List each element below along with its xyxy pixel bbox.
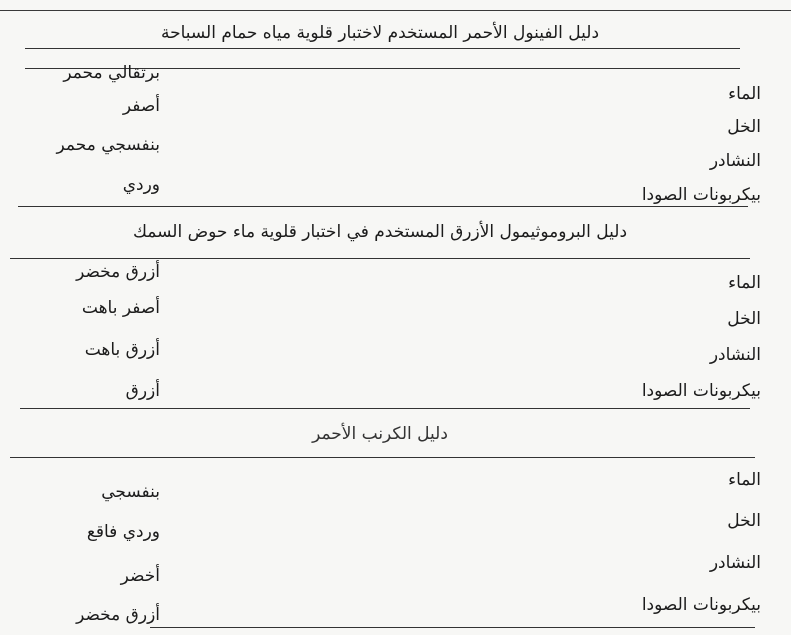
row-value: أزرق باهت xyxy=(84,340,160,360)
row-value: وردي فاقع xyxy=(86,522,160,542)
row-label: الخل xyxy=(727,117,761,137)
bottom-rule xyxy=(150,627,755,628)
row-value: بنفسجي xyxy=(101,482,160,502)
row-label: بيكربونات الصودا xyxy=(641,185,761,205)
page-top-rule xyxy=(0,10,791,11)
row-label: بيكربونات الصودا xyxy=(641,381,761,401)
row-label: الماء xyxy=(728,273,761,293)
row-label: النشادر xyxy=(709,151,761,171)
row-label: الخل xyxy=(727,511,761,531)
row-value: برتقالي محمر xyxy=(63,63,160,83)
row-label: النشادر xyxy=(709,345,761,365)
row-label: الماء xyxy=(728,470,761,490)
header-rule xyxy=(10,258,750,259)
section-top-rule xyxy=(18,206,748,207)
row-label: النشادر xyxy=(709,553,761,573)
row-value: وردي xyxy=(122,175,160,195)
row-value: أزرق xyxy=(125,381,160,401)
section-title: دليل البروموثيمول الأزرق المستخدم في اختبار قلوية ماء حوض السمك xyxy=(132,222,628,242)
row-value: بنفسجي محمر xyxy=(56,135,160,155)
row-value: أزرق مخضر xyxy=(76,262,160,282)
section-top-rule xyxy=(20,408,750,409)
row-value: أصفر xyxy=(122,96,160,116)
section-title: دليل الكرنب الأحمر xyxy=(312,424,448,444)
row-label: الماء xyxy=(728,84,761,104)
row-label: بيكربونات الصودا xyxy=(641,595,761,615)
row-label: الخل xyxy=(727,309,761,329)
row-value: أخضر xyxy=(120,566,160,586)
title-rule xyxy=(25,48,740,49)
header-rule xyxy=(10,457,755,458)
section-title: دليل الفينول الأحمر المستخدم لاختبار قلوية مياه حمام السباحة xyxy=(160,23,600,43)
row-value: أزرق مخضر xyxy=(76,605,160,625)
row-value: أصفر باهت xyxy=(81,298,160,318)
